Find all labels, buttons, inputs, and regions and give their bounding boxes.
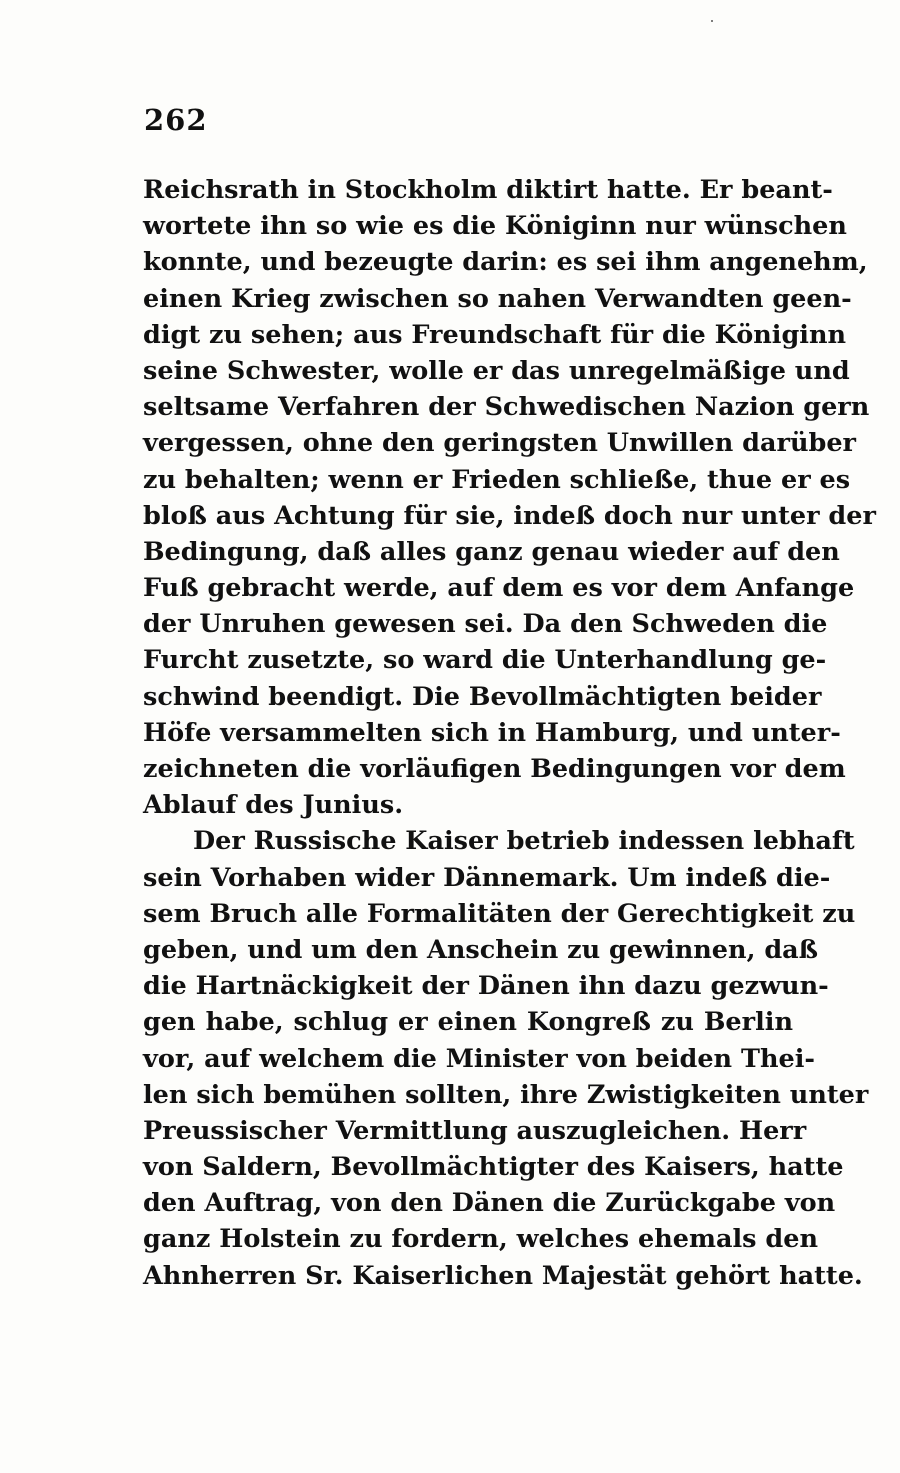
text-line: vor, auf welchem die Minister von beiden Thei- — [143, 1043, 815, 1074]
text-line: die Hartnäckigkeit der Dänen ihn dazu gezwun- — [143, 971, 829, 1002]
text-line: bloß aus Achtung für sie, indeß doch nur unter der — [143, 500, 876, 531]
text-line: gen habe, schlug er einen Kongreß zu Berlin — [143, 1007, 793, 1038]
text-line: zu behalten; wenn er Frieden schließe, thue er es — [143, 464, 851, 495]
paragraph — [143, 172, 876, 823]
text-line: vergessen, ohne den geringsten Unwillen darüber — [143, 428, 856, 459]
text-line: der Unruhen gewesen sei. Da den Schweden die — [143, 609, 828, 640]
text-line: zeichneten die vorläufigen Bedingungen vor dem — [143, 754, 846, 784]
text-line: konnte, und bezeugte darin: es sei ihm angenehm, — [143, 247, 868, 278]
text-line: Der Russische Kaiser betrieb indessen lebhaft — [193, 826, 855, 857]
text-line: sein Vorhaben wider Dännemark. Um indeß die- — [143, 862, 831, 893]
text-line: Preussischer Vermittlung auszugleichen. Herr — [143, 1115, 807, 1146]
paragraph — [143, 823, 869, 1293]
text-line: Bedingung, daß alles ganz genau wieder auf den — [143, 536, 840, 567]
text-line: Ahnherren Sr. Kaiserlichen Majestät gehört hatte. — [143, 1260, 863, 1291]
paper-speck — [711, 20, 713, 22]
text-line: ganz Holstein zu fordern, welches ehemals den — [143, 1224, 818, 1255]
text-line: Reichsrath in Stockholm diktirt hatte. Er beant- — [143, 175, 833, 205]
text-line: Ablauf des Junius. — [143, 790, 404, 821]
text-line: von Saldern, Bevollmächtigter des Kaisers, hatte — [143, 1152, 844, 1183]
text-line: digt zu sehen; aus Freundschaft für die Königinn — [143, 319, 847, 350]
text-line: Höfe versammelten sich in Hamburg, und unter- — [143, 717, 841, 748]
body-text — [143, 172, 876, 1294]
text-line: Furcht zusetzte, so ward die Unterhandlung ge- — [143, 645, 827, 676]
text-line: sem Bruch alle Formalitäten der Gerechtigkeit zu — [143, 898, 856, 929]
text-line: schwind beendigt. Die Bevollmächtigten beider — [143, 681, 822, 712]
text-line: Fuß gebracht werde, auf dem es vor dem Anfange — [143, 573, 855, 604]
text-line: len sich bemühen sollten, ihre Zwistigkeiten unter — [143, 1079, 869, 1110]
text-line: seine Schwester, wolle er das unregelmäßige und — [143, 355, 850, 386]
page-number: 262 — [144, 103, 208, 137]
text-line: den Auftrag, von den Dänen die Zurückgabe von — [143, 1188, 836, 1219]
text-line: seltsame Verfahren der Schwedischen Nazion gern — [143, 392, 870, 423]
text-line: wortete ihn so wie es die Königinn nur wünschen — [143, 211, 847, 242]
text-line: geben, und um den Anschein zu gewinnen, daß — [143, 934, 819, 965]
text-line: einen Krieg zwischen so nahen Verwandten geen- — [143, 283, 852, 314]
